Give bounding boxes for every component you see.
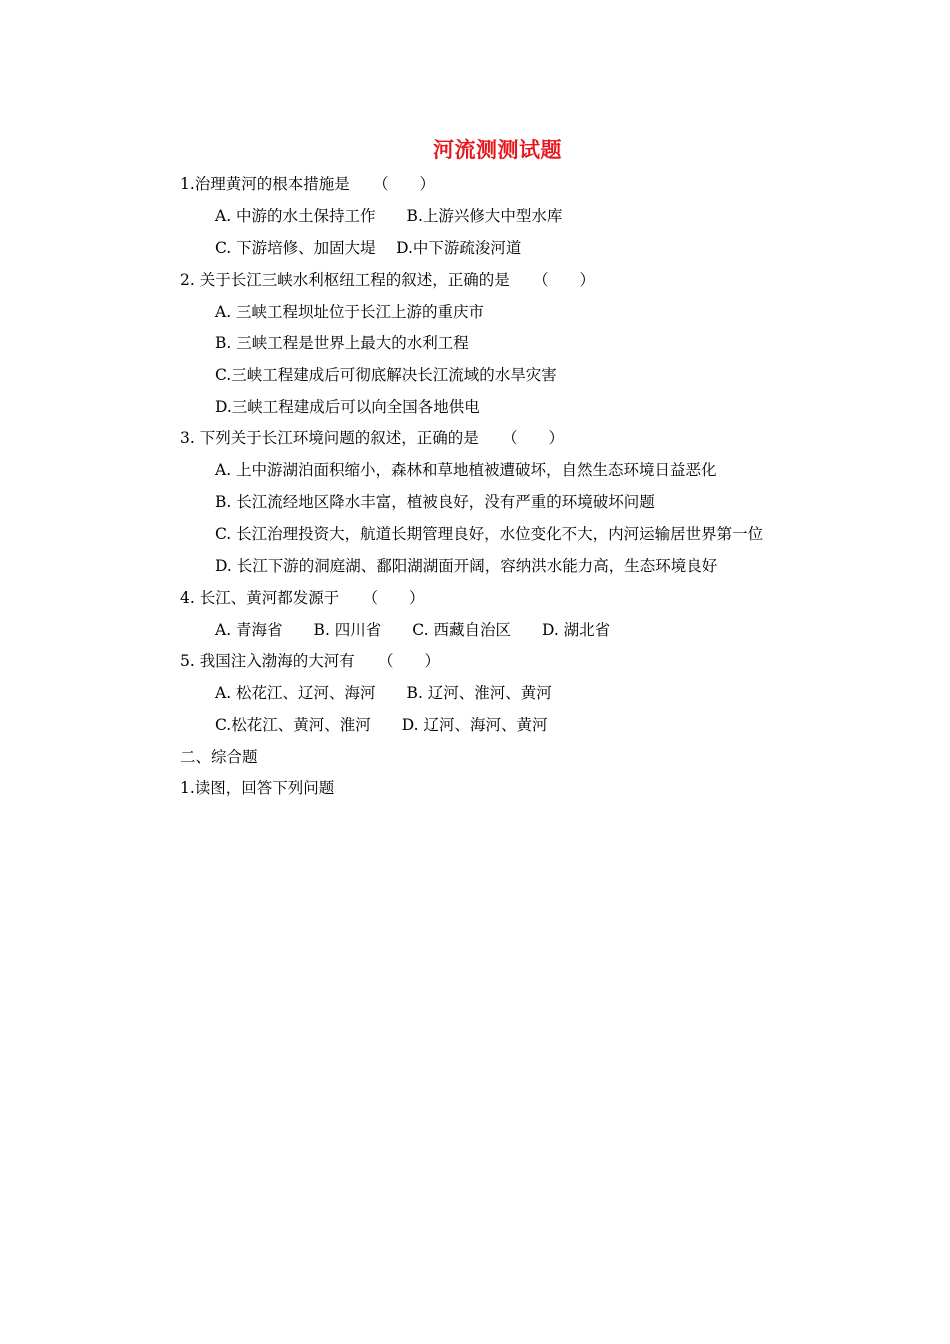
question-5-stem: 5. 我国注入渤海的大河有 （ ）: [180, 652, 440, 670]
section-2-heading: 二、综合题: [180, 748, 258, 766]
question-2-option-d: D.三峡工程建成后可以向全国各地供电: [215, 398, 480, 416]
question-5-options-line-2: C.松花江、黄河、淮河 D. 辽河、海河、黄河: [215, 716, 548, 734]
question-3-option-b: B. 长江流经地区降水丰富，植被良好，没有严重的环境破坏问题: [215, 493, 655, 511]
question-2-option-a: A. 三峡工程坝址位于长江上游的重庆市: [215, 303, 485, 321]
question-3-option-a: A. 上中游湖泊面积缩小，森林和草地植被遭破坏，自然生态环境日益恶化: [215, 461, 717, 479]
question-3-option-c: C. 长江治理投资大，航道长期管理良好，水位变化不大，内河运输居世界第一位: [215, 525, 764, 543]
question-1-options-line-1: A. 中游的水土保持工作 B.上游兴修大中型水库: [215, 207, 563, 225]
question-2-option-b: B. 三峡工程是世界上最大的水利工程: [215, 334, 469, 352]
page-title: 河流测测试题: [433, 137, 562, 162]
question-1-stem: 1.治理黄河的根本措施是 （ ）: [180, 175, 436, 193]
question-3-stem: 3. 下列关于长江环境问题的叙述，正确的是 （ ）: [180, 429, 564, 447]
question-4-stem: 4. 长江、黄河都发源于 （ ）: [180, 589, 425, 607]
question-1-options-line-2: C. 下游培修、加固大堤 D.中下游疏浚河道: [215, 239, 522, 257]
question-2-stem: 2. 关于长江三峡水利枢纽工程的叙述，正确的是 （ ）: [180, 271, 595, 289]
question-2-option-c: C.三峡工程建成后可彻底解决长江流域的水旱灾害: [215, 366, 557, 384]
section-2-question-1: 1.读图，回答下列问题: [180, 779, 335, 797]
question-3-option-d: D. 长江下游的洞庭湖、鄱阳湖湖面开阔，容纳洪水能力高，生态环境良好: [215, 557, 718, 575]
question-4-options: A. 青海省 B. 四川省 C. 西藏自治区 D. 湖北省: [215, 621, 611, 639]
question-5-options-line-1: A. 松花江、辽河、海河 B. 辽河、淮河、黄河: [215, 684, 552, 702]
